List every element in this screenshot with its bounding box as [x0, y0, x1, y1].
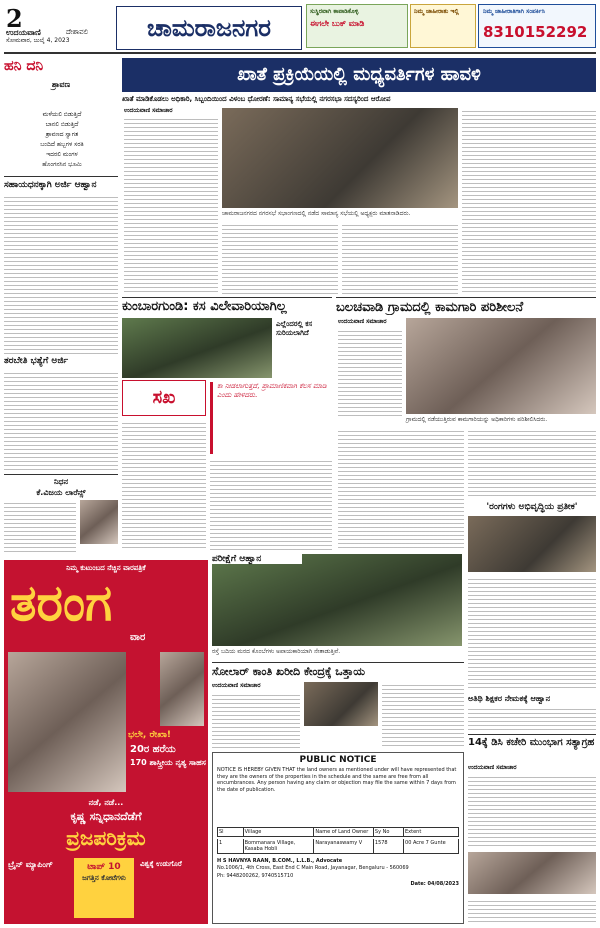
sub-line: 170 ಶಾಸ್ತ್ರೀಯ ನೃತ್ಯ ಸಾಹಸ	[130, 758, 206, 767]
last-promo: ವಿಶ್ವಕ್ಕೆ ಉಡುಗೊರೆ	[140, 860, 182, 868]
solar-col2	[382, 682, 464, 748]
sangha-col1	[122, 420, 206, 550]
notice-td: 1	[218, 839, 244, 853]
top-story-byline: ಉದಯವಾಣಿ ಸಮಾಚಾರ	[124, 107, 173, 114]
taranga-ad	[4, 560, 208, 924]
masthead-left	[4, 4, 114, 44]
balachawadi-photo	[406, 318, 596, 414]
notice-table	[217, 827, 459, 837]
obit-body	[4, 500, 76, 554]
sangha-quote: ಕಾ ನೀಡಲಾಗುತ್ತದೆ, ಪ್ರಾಮಾಣಿಕವಾಗಿ ಕೆಲಸ ಮಾಡಿ ಎಂದು ಹೇಳಿದರು.	[210, 382, 332, 454]
ad3-line: ನಿಮ್ಮ ಜಾಹೀರಾತಿಗಾಗಿ ಸಂಪರ್ಕಿಸಿ	[483, 8, 545, 15]
ad-box-3	[478, 4, 596, 48]
top-story-photo	[222, 108, 458, 208]
tree-caption: ರಸ್ತೆ ಬದಿಯ ಮರದ ಕೊಂಬೆಗಳು ಅಪಾಯಕಾರಿಯಾಗಿ ನೇತಾಡುತ್ತಿವೆ.	[212, 648, 341, 655]
deity-image	[8, 652, 126, 792]
poem-line: ಇದರಲಿ ಮಂಗಳ	[46, 151, 78, 158]
honey-brand: ಹನಿ ದನಿ	[4, 58, 44, 74]
poem	[14, 110, 110, 172]
notice-address: No.1006/1, 4th Cross, East End C Main Road, Jayanagar, Bengaluru - 560069	[217, 865, 409, 871]
balachawadi-caption: ಗ್ರಾಮದಲ್ಲಿ ನಡೆಯುತ್ತಿರುವ ಕಾಮಗಾರಿಯನ್ನು ಅಧಿಕಾರಿಗಳು ಪರಿಶೀಲಿಸಿದರು.	[406, 416, 548, 423]
top10-badge	[74, 858, 134, 918]
notice-th: Sy No	[374, 828, 404, 836]
notice-advocate: H S HAVNYA RAAN, B.COM., L.L.B., Advocate	[217, 858, 343, 864]
balachawadi-col2	[338, 428, 464, 550]
athithi-headline: ಅತಿಥಿ ಶಿಕ್ಷಕರ ನೇಮಕಕ್ಕೆ ಆಹ್ವಾನ	[468, 694, 551, 703]
balachawadi-col1	[338, 328, 402, 418]
notice-th: Extent	[405, 829, 422, 835]
tree-photo	[212, 554, 462, 646]
notice-th: Name of Land Owner	[314, 828, 374, 836]
public-notice	[212, 752, 464, 924]
top-story-col3	[342, 222, 458, 294]
top-story-caption: ಚಾಮರಾಜನಗರದ ನಗರಸಭೆ ಸಭಾಂಗಣದಲ್ಲಿ ನಡೆದ ಸಾಮಾನ್ಯ ಸಭೆಯಲ್ಲಿ ಅಧ್ಯಕ್ಷರು ಮಾತನಾಡಿದರು.	[222, 210, 411, 217]
poem-line: ಶ್ರಾವಣದ ಸ್ವಾಗತ	[45, 131, 79, 138]
brain-mapping: ಬ್ರೈನ್ ಮ್ಯಾಪಿಂಗ್	[8, 860, 53, 869]
dc-body-2	[468, 898, 596, 924]
story2-body	[4, 370, 118, 470]
ad-box-1	[306, 4, 408, 48]
ad-box-2	[410, 4, 476, 48]
story1-body	[4, 194, 118, 354]
sanchaya-headline: ಪರೀಕ್ಷೆಗೆ ಆಹ್ವಾನ	[212, 554, 302, 564]
section-banner	[116, 6, 302, 50]
age-line: 20ರ ಹರೆಯ	[130, 744, 176, 755]
masthead-rule	[4, 52, 596, 54]
notice-td: 00 Acre 7 Gunte	[405, 840, 446, 846]
notice-date: Date: 04/08/2023	[410, 881, 459, 887]
sangha-col2	[210, 458, 332, 550]
top-story-col1	[124, 116, 218, 294]
notice-body: NOTICE IS HEREBY GIVEN THAT the land owners as mentioned under will have represented that they are the owners of the properties in the schedule and the same are free from all encumbrances. Any person having any claim or objection may file the same within 7 days from the date of publication.	[217, 767, 457, 793]
divider	[468, 734, 596, 735]
top-story-col2	[222, 222, 338, 294]
notice-row	[217, 839, 459, 854]
notice-td: 1578	[374, 839, 404, 853]
solar-headline: ಸೋಲಾರ್ ಕಾಂತಿ ಖರೀದಿ ಕೇಂದ್ರಕ್ಕೆ ಒತ್ತಾಯ	[212, 665, 366, 678]
edition-label: ದೇಶಾವಲಿ	[66, 28, 89, 36]
ad2-line1: ನಿಮ್ಮ ಜಾಹೀರಾತು ಇಲ್ಲಿ	[414, 8, 459, 15]
divider	[122, 297, 332, 298]
taranga-brand: ತರಂಗ	[10, 574, 113, 632]
top-story-headline: ಖಾತೆ ಪ್ರಕ್ರಿಯೆಯಲ್ಲಿ ಮಧ್ಯವರ್ತಿಗಳ ಹಾವಳಿ	[237, 64, 481, 85]
notice-title: PUBLIC NOTICE	[299, 755, 377, 765]
promo-big: ವ್ರಜಪರಿಕ್ರಮ	[66, 826, 146, 850]
obit-photo	[80, 500, 118, 544]
ad1-line1: ಸುಸ್ಥಿರವಾಗಿ ಕಾಪಾಡಿಕೊಳ್ಳಿ	[310, 8, 359, 15]
top10-label: ಟಾಪ್ 10	[87, 862, 121, 872]
bhale-label: ಭಲೇ, ರೇಖಾ!	[128, 730, 172, 740]
athithi-body	[468, 706, 596, 730]
top-story-headline-bar	[122, 58, 596, 92]
honey-box	[4, 58, 118, 118]
honey-sub: ಶ್ರಾವಣ	[51, 80, 71, 89]
balachawadi-col3	[468, 428, 596, 498]
obit-name: ಕೆ.ವಿಜಯ ಲಾರೆನ್ಸ್	[36, 488, 86, 497]
sangha-brand-box	[122, 380, 206, 416]
solar-photo	[304, 682, 378, 726]
paper-name: ಉದಯವಾಣಿ	[6, 28, 41, 37]
solar-byline: ಉದಯವಾಣಿ ಸಮಾಚಾರ	[212, 682, 261, 689]
rangagalu-headline: 'ರಂಗಗಳು ಅಭಿವೃದ್ಧಿಯ ಪ್ರತೀಕ'	[486, 502, 578, 512]
notice-th: Village	[244, 828, 315, 836]
notice-td: Bommanara Village, Kasaba Hobli	[244, 839, 315, 853]
poem-line: ಬಂದಿದೆ ಹಬ್ಬಗಳ ಸರತಿ	[40, 141, 84, 148]
notice-th: Sl	[218, 828, 244, 836]
notice-phone: Ph: 9448200262, 9740515710	[217, 873, 294, 879]
obit-label: ನಿಧನ	[53, 477, 69, 486]
rangagalu-photo	[468, 516, 596, 572]
page-number: 2	[6, 4, 23, 33]
notice-td: Narayanaswamy V	[314, 839, 374, 853]
promo-pre: ನಡೆ, ನಡೆ...	[88, 798, 124, 807]
top10-sub: ಜಗತ್ತಿನ ಕೋಟೆಗಳು	[82, 874, 126, 882]
ad3-phone: 8310152292	[483, 23, 588, 41]
divider	[4, 474, 118, 475]
poem-line: ಬಾನಲಿ ಬಿಡುತ್ತಿದೆ	[45, 121, 79, 128]
issue-date: ಸೋಮವಾರ, ಜುಲೈ 4, 2023	[6, 37, 70, 44]
kumbar-headline: ಕುಂಬಾರಗುಂಡಿ: ಕಸ ವಿಲೇವಾರಿಯಾಗಿಲ್ಲ	[122, 299, 287, 314]
top-story-col4	[462, 108, 596, 294]
divider	[212, 662, 464, 663]
solar-col1	[212, 692, 300, 748]
poem-line: ಮಳೆಯಲಿ ಬಿಡುತ್ತಿದೆ	[42, 111, 82, 118]
promo-title: ಕೃಷ್ಣ ಸನ್ನಿಧಾನದೆಡೆಗೆ	[70, 810, 142, 823]
top-story-subheadline: ಖಾತೆ ಮಾಡಿಕೊಡಲು ಅಧಿಕಾರಿ, ಸಿಬ್ಬಂದಿಯಿಂದ ವಿಳಂಬ ಧೋರಣೆ: ಸಾಮಾನ್ಯ ಸಭೆಯಲ್ಲಿ ನಗರಸಭಾ ಸದಸ್ಯರಿಂದ ಆರೋಪ	[122, 95, 391, 103]
dc-byline: ಉದಯವಾಣಿ ಸಮಾಚಾರ	[468, 764, 517, 771]
ad1-line2: ಈಗಲೇ ಬುಕ್ ಮಾಡಿ	[310, 19, 365, 28]
rangagalu-body	[468, 576, 596, 690]
dancer-image	[160, 652, 204, 726]
kumbar-photo	[122, 318, 272, 378]
dc-headline: 14ಕ್ಕೆ ಡಿಸಿ ಕಚೇರಿ ಮುಂಭಾಗ ಸತ್ಯಾಗ್ರಹ	[468, 737, 595, 748]
story1-headline: ಸಹಾಯಧನಕ್ಕಾಗಿ ಅರ್ಜಿ ಆಹ್ವಾನ	[4, 180, 97, 190]
taranga-weekly: ವಾರ	[130, 632, 146, 643]
section-title: ಚಾಮರಾಜನಗರ	[146, 14, 271, 42]
poem-line: ಹೊಂಗನಸಿನ ಭೂಮಿ	[42, 161, 82, 168]
taranga-tagline: ನಿಮ್ಮ ಕುಟುಂಬದ ನೆಚ್ಚಿನ ವಾರಪತ್ರಿಕೆ	[66, 564, 146, 572]
kumbar-side-text: ಎಲ್ಲೆಂದರಲ್ಲಿ ಕಸ ಸುರಿಯಲಾಗಿದೆ	[276, 320, 313, 337]
dc-photo	[468, 852, 596, 894]
divider	[4, 176, 118, 177]
story2-headline: ತರಬೇತಿ ಭತ್ಯೆಗೆ ಅರ್ಜಿ	[4, 356, 69, 366]
sangha-brand: ಸಖ	[152, 387, 176, 408]
dc-body	[468, 774, 596, 848]
balachawadi-byline: ಉದಯವಾಣಿ ಸಮಾಚಾರ	[338, 318, 387, 325]
balachawadi-headline: ಬಲಚವಾಡಿ ಗ್ರಾಮದಲ್ಲಿ ಕಾಮಗಾರಿ ಪರಿಶೀಲನೆ	[336, 300, 524, 315]
divider	[336, 297, 596, 298]
